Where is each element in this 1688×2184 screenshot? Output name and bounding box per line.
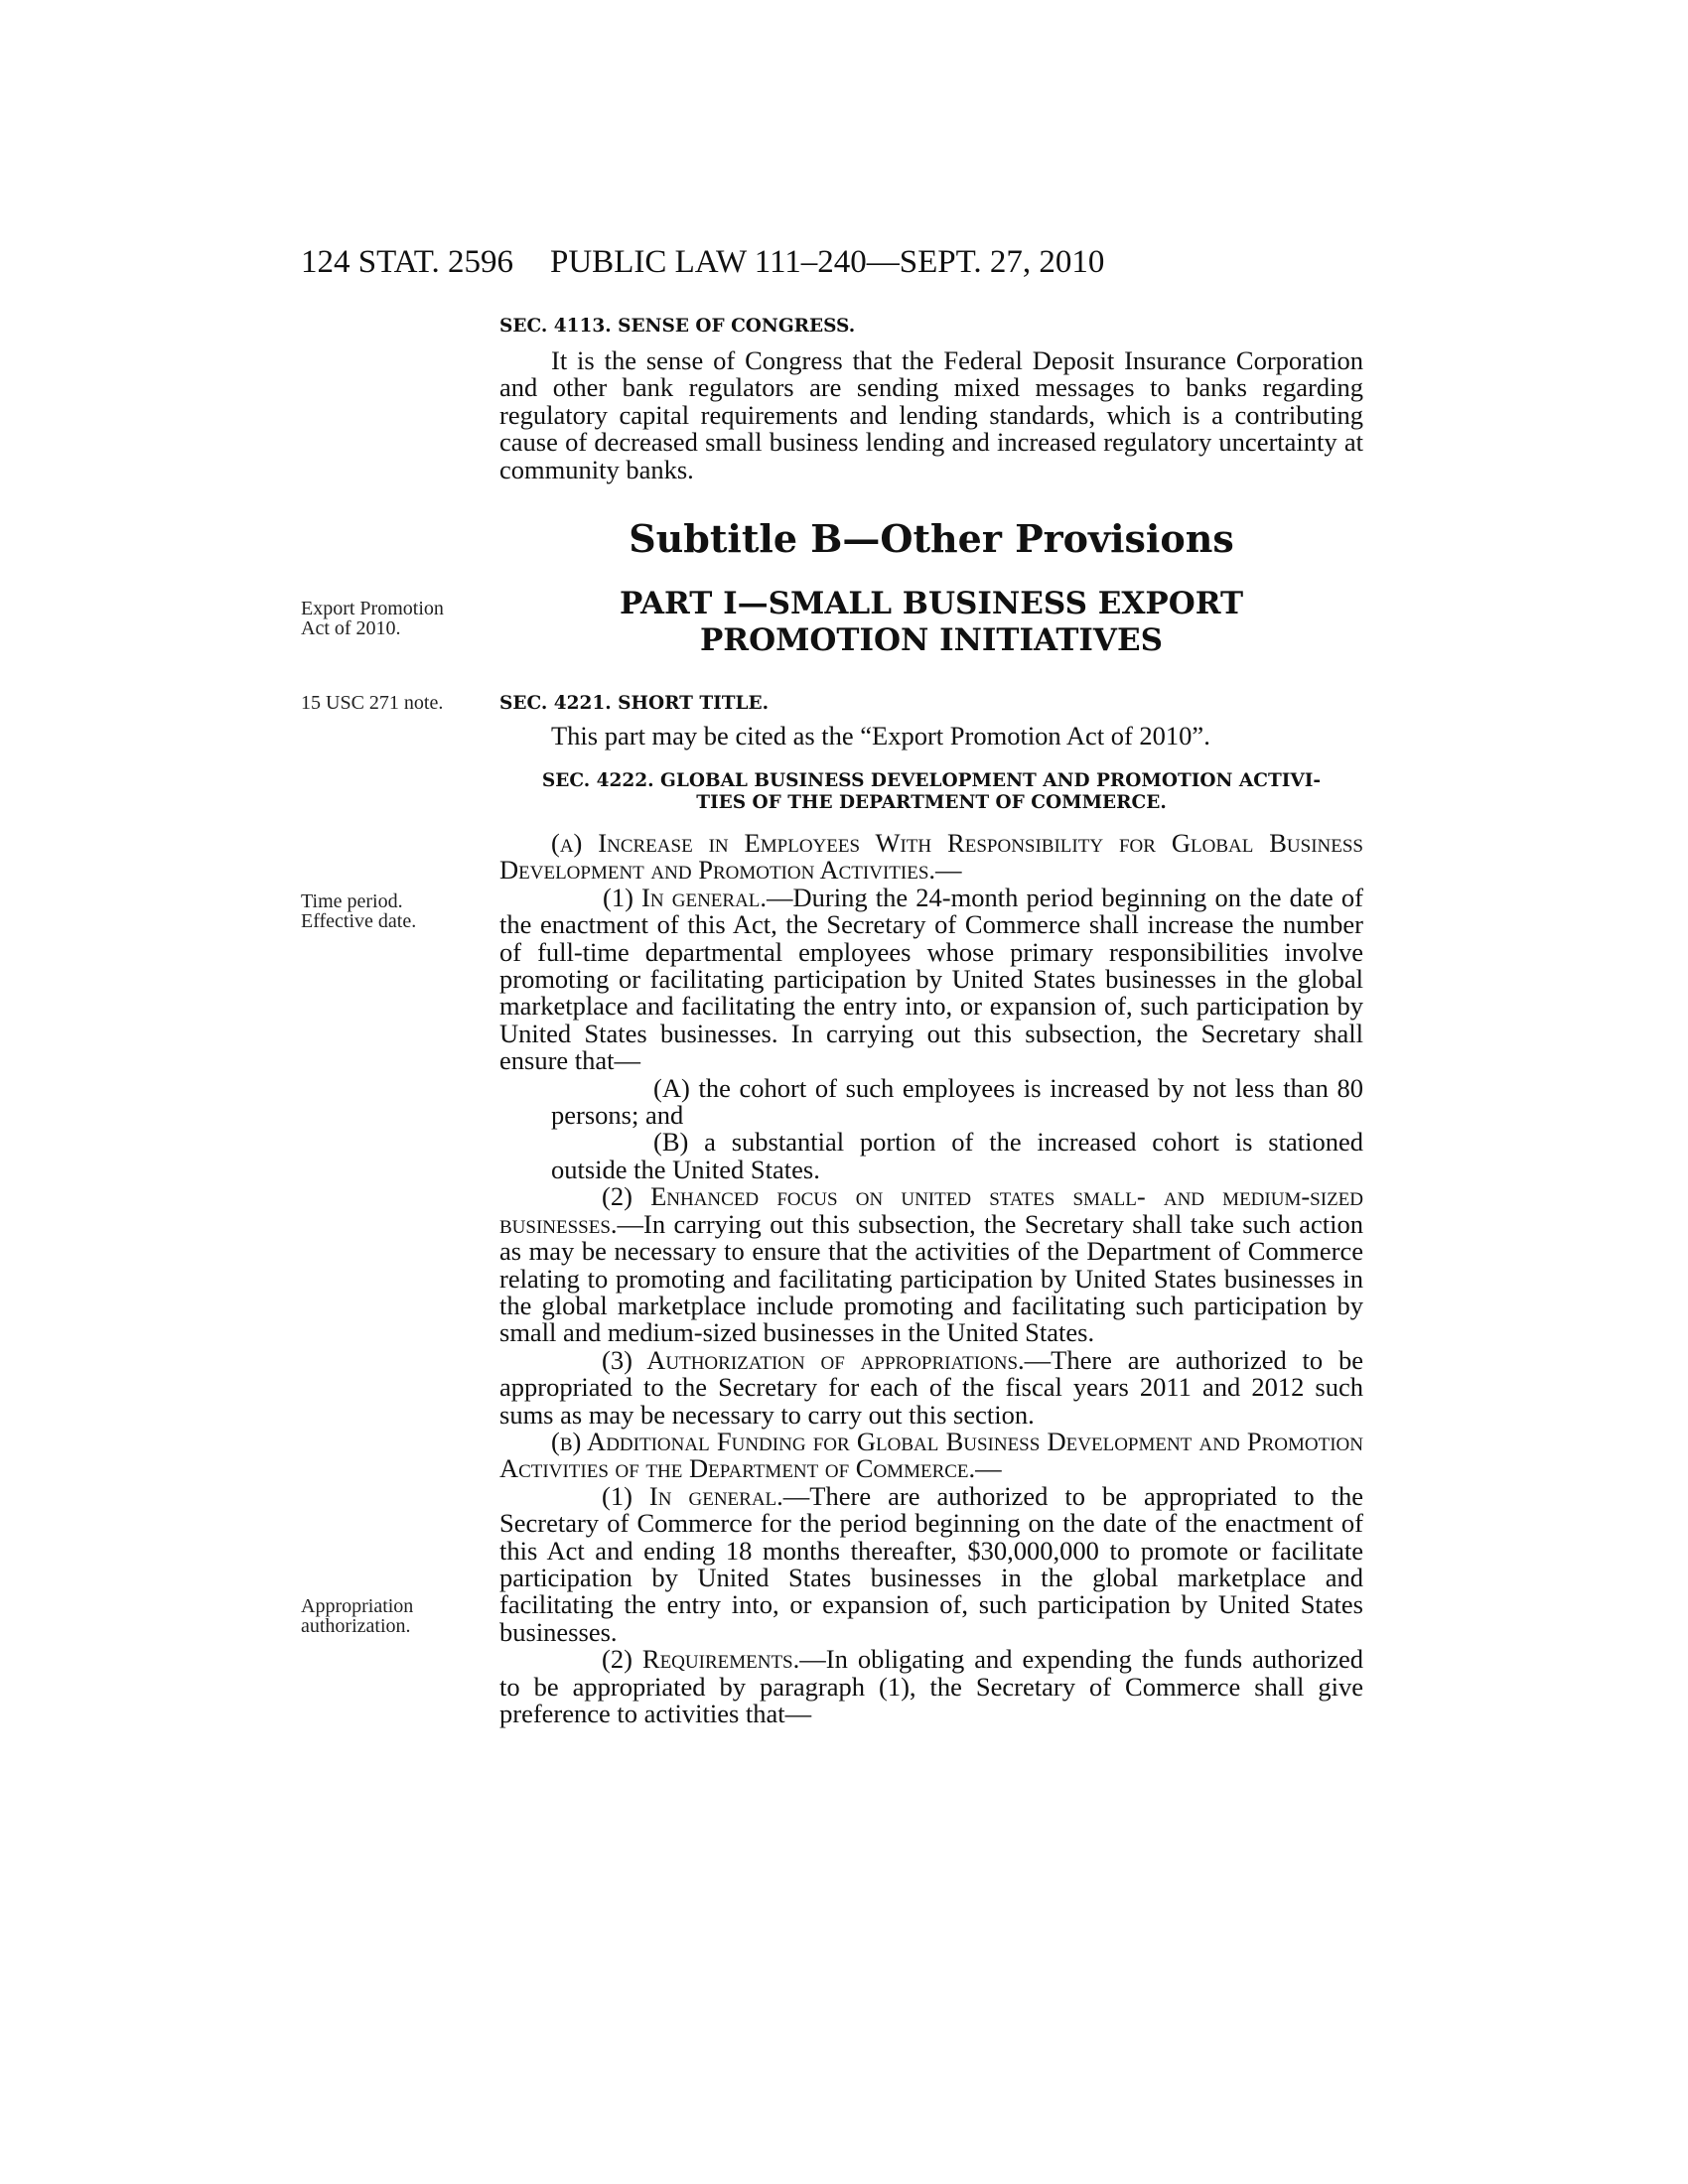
margin-note-effective-date: Effective date. bbox=[301, 910, 417, 932]
clause-a1-A: (A) the cohort of such employees is increased by not less than 80 persons; and bbox=[551, 1072, 1363, 1131]
paragraph-b2-label: (2) Requirements. bbox=[602, 1644, 800, 1675]
paragraph-b1-label: (1) In general. bbox=[602, 1480, 783, 1511]
paragraph-a2-label: (2) Enhanced focus on united states small- and medium-sized businesses. bbox=[499, 1181, 1363, 1239]
paragraph-a3-label: (3) Authorization of appropriations. bbox=[602, 1344, 1025, 1375]
part-heading-line-2: PROMOTION INITIATIVES bbox=[700, 622, 1163, 658]
statute-page-citation: 124 STAT. 2596 bbox=[301, 244, 514, 280]
paragraph-b2 bbox=[499, 1646, 1363, 1727]
part-heading bbox=[499, 586, 1363, 659]
subsection-a-heading: (a) Increase in Employees With Responsibility for Global Business Development and Promotion Activities.— bbox=[499, 828, 1363, 886]
margin-note-export-act: Export Promotion Act of 2010. bbox=[301, 598, 444, 639]
paragraph-b1-text: —There are authorized to be appropriated to the Secretary of Commerce for the period beginning on the date of the enactment of this Act and ending 18 months thereafter, $30,000,000 to promote or facilitate participation by United States businesses in the global marketplace and facilitating the entry into, or expansion of, such participation by United States businesses. bbox=[499, 1480, 1363, 1647]
paragraph-a3-text: —There are authorized to be appropriated to the Secretary for each of the fiscal years 2011 and 2012 such sums as may be necessary to carry out this section. bbox=[499, 1344, 1363, 1430]
part-heading-line-1: PART I—SMALL BUSINESS EXPORT bbox=[619, 586, 1244, 621]
clause-a1-B: (B) a substantial portion of the increased cohort is stationed outside the United States. bbox=[551, 1127, 1363, 1184]
paragraph-a3 bbox=[499, 1344, 1363, 1430]
section-4113 bbox=[499, 316, 1363, 483]
section-4222-heading bbox=[499, 770, 1363, 814]
section-4113-text: It is the sense of Congress that the Federal Deposit Insurance Corporation and other bank regulators are sending mixed messages to banks regarding regulatory capital requirements and lending standards, which is a contributing cause of decreased small business lending and increased regulatory uncertainty at community banks. bbox=[499, 345, 1363, 484]
paragraph-b2-text: —In obligating and expending the funds authorized to be appropriated by paragraph (1), the Secretary of Commerce shall give preference to activities that— bbox=[499, 1644, 1363, 1728]
section-4221-heading: SEC. 4221. SHORT TITLE. bbox=[499, 693, 770, 714]
section-4222 bbox=[499, 770, 1363, 1727]
margin-note-usc: 15 USC 271 note. bbox=[301, 692, 444, 714]
section-4221-text: This part may be cited as the “Export Promotion Act of 2010”. bbox=[551, 721, 1210, 751]
paragraph-a1-text: —During the 24-month period beginning on the date of the enactment of this Act, the Secretary of Commerce shall increase the number of full-time departmental employees whose primary responsibilities involve promoting or facilitating participation by United States businesses in the global marketplace and facilitating the entry into, or expansion of, such participation by United States businesses. In carrying out this subsection, the Secretary shall ensure that— bbox=[499, 882, 1363, 1076]
margin-note-appropriation: Appropriation authorization. bbox=[301, 1595, 414, 1637]
public-law-citation: PUBLIC LAW 111–240—SEPT. 27, 2010 bbox=[550, 244, 1105, 280]
paragraph-a1 bbox=[499, 882, 1363, 1076]
section-4222-heading-line-1: SEC. 4222. GLOBAL BUSINESS DEVELOPMENT AND PROMOTION ACTIVI- bbox=[541, 770, 1322, 791]
paragraph-a2-text: —In carrying out this subsection, the Secretary shall take such action as may be necessary to ensure that the activities of the Department of Commerce relating to promoting and facilitating participation by United States businesses in the global marketplace include promoting and facilitating such participation by small and medium-sized businesses in the United States. bbox=[499, 1208, 1363, 1348]
subsection-b-heading: (b) Additional Funding for Global Business Development and Promotion Activities of the Department of Commerce.— bbox=[499, 1426, 1363, 1484]
subtitle-heading: Subtitle B—Other Provisions bbox=[629, 516, 1234, 561]
paragraph-b1 bbox=[499, 1480, 1363, 1647]
running-head bbox=[301, 244, 1216, 284]
section-4222-heading-line-2: TIES OF THE DEPARTMENT OF COMMERCE. bbox=[696, 792, 1167, 813]
paragraph-a2 bbox=[499, 1183, 1363, 1346]
paragraph-a1-label: (1) In general. bbox=[603, 882, 768, 912]
section-4113-heading: SEC. 4113. SENSE OF CONGRESS. bbox=[499, 316, 856, 337]
margin-note-time-period: Time period. bbox=[301, 890, 403, 912]
section-4221 bbox=[499, 693, 1363, 750]
